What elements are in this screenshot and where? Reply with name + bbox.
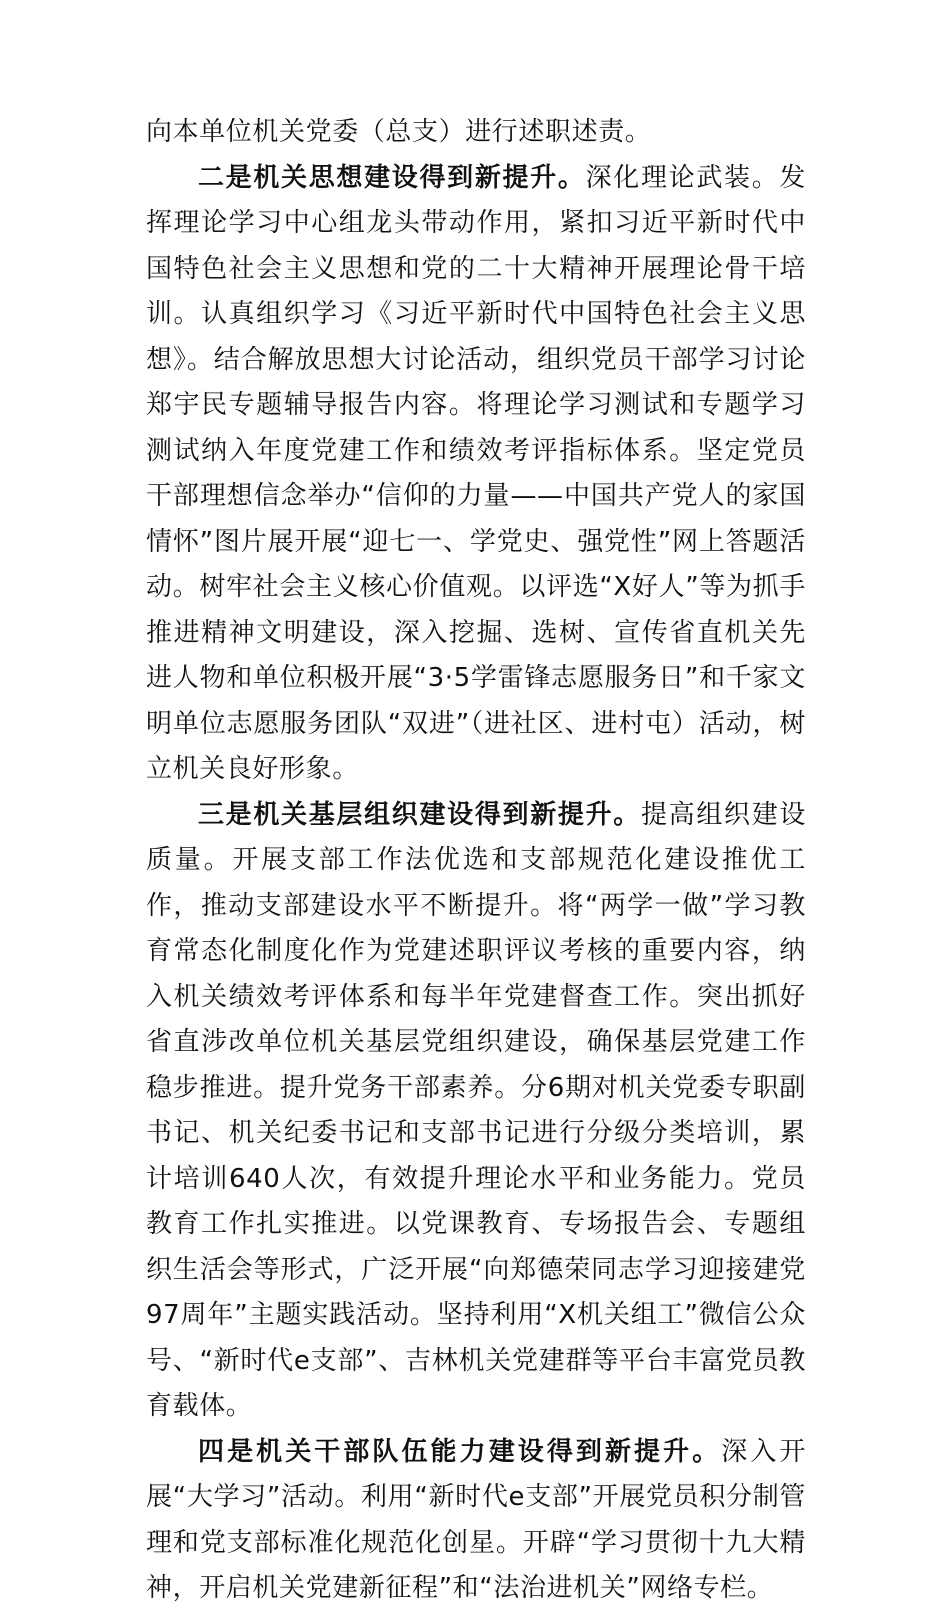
paragraph-heading: 二是机关思想建设得到新提升。 [198,162,586,193]
paragraph-continuation [146,110,806,156]
document-body [146,110,806,1612]
paragraph-text: 深化理论武装。发挥理论学习中心组龙头带动作用，紧扣习近平新时代中国特色社会主义思想和党的二十大精神开展理论骨干培训。认真组织学习《习近平新时代中国特色社会主义思想》。结合解放思想大讨论活动，组织党员干部学习讨论郑宇民专题辅导报告内容。将理论学习测试和专题学习测试纳入年度党建工作和绩效考评指标体系。坚定党员干部理想信念举办“信仰的力量——中国共产党人的家国情怀”图片展开展“迎七一、学党史、强党性”网上答题活动。树牢社会主义核心价值观。以评选“X好人”等为抓手推进精神文明建设，深入挖掘、选树、宣传省直机关先进人物和单位积极开展“3·5学雷锋志愿服务日”和千家文明单位志愿服务团队“双进”（进社区、进村屯）活动，树立机关良好形象。 [146,162,806,784]
paragraph-heading: 三是机关基层组织建设得到新提升。 [198,799,641,830]
paragraph-heading: 四是机关干部队伍能力建设得到新提升。 [198,1436,722,1467]
paragraph-ideological-building [146,156,806,793]
paragraph-text: 深入开展“大学习”活动。利用“新时代e支部”开展党员积分制管理和党支部标准化规范化创星。开辟“学习贯彻十九大精神，开启机关党建新征程”和“法治进机关”网络专栏。 [146,1436,806,1603]
paragraph-text: 向本单位机关党委（总支）进行述职述责。 [146,117,652,147]
paragraph-text: 提高组织建设质量。开展支部工作法优选和支部规范化建设推优工作，推动支部建设水平不断提升。将“两学一做”学习教育常态化制度化作为党建述职评议考核的重要内容，纳入机关绩效考评体系和每半年党建督查工作。突出抓好省直涉改单位机关基层党组织建设，确保基层党建工作稳步推进。提升党务干部素养。分6期对机关党委专职副书记、机关纪委书记和支部书记进行分级分类培训，累计培训640人次，有效提升理论水平和业务能力。党员教育工作扎实推进。以党课教育、专场报告会、专题组织生活会等形式，广泛开展“向郑德荣同志学习迎接建党97周年”主题实践活动。坚持利用“X机关组工”微信公众号、“新时代e支部”、吉林机关党建群等平台丰富党员教育载体。 [146,799,806,1421]
paragraph-organization-building [146,793,806,1430]
paragraph-cadre-capability [146,1430,806,1612]
